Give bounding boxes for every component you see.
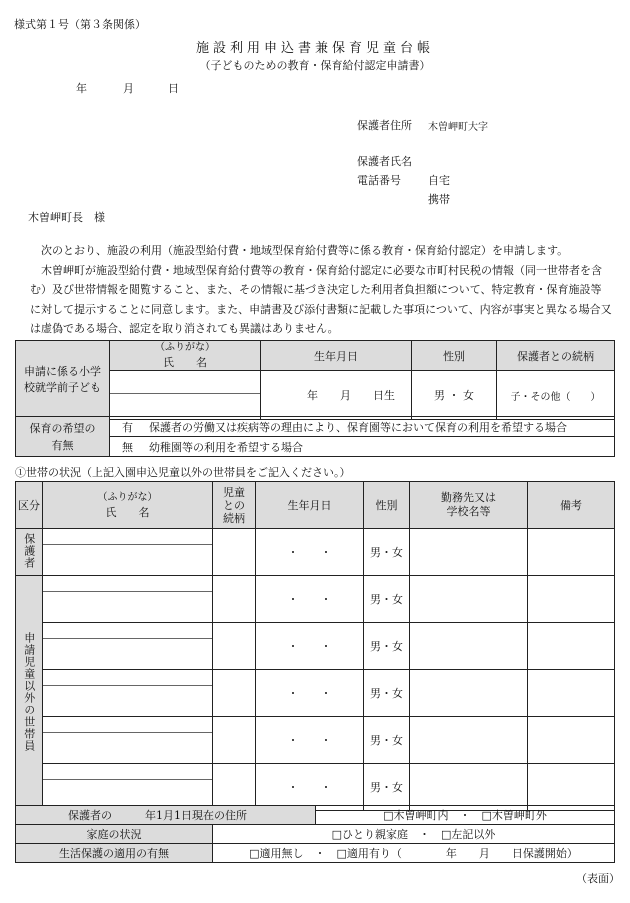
address-status-label: 保護者の 年1月1日現在の住所: [16, 806, 316, 825]
col-relation-text: 児童との続柄: [223, 485, 245, 525]
household-table: [15, 481, 615, 811]
care-wish-table: [15, 416, 615, 457]
care-wish-label-text: 保育の希望の有無: [29, 421, 96, 452]
household-birth-cell[interactable]: ・ ・: [256, 576, 364, 623]
care-wish-yes: 有: [122, 420, 133, 434]
group-guardian: [16, 529, 43, 576]
date-day: 日: [168, 82, 179, 95]
household-gender-cell[interactable]: 男・女: [364, 576, 410, 623]
col-note: 備考: [528, 482, 615, 529]
care-wish-no-text: 幼稚園等の利用を希望する場合: [149, 440, 303, 454]
col-gender: 性別: [364, 482, 410, 529]
household-gender-cell[interactable]: 男・女: [364, 764, 410, 811]
household-work-cell[interactable]: [410, 717, 528, 764]
child-relation-header: 保護者との続柄: [497, 341, 615, 371]
care-wish-label: [16, 417, 110, 457]
household-name-cell[interactable]: [43, 576, 213, 623]
child-row-label-text: 申請に係る小学校就学前子ども: [24, 365, 101, 394]
consent-text: [30, 241, 612, 339]
guardian-name-label: 保護者氏名: [357, 155, 412, 168]
col-work-text: 勤務先又は学校名等: [441, 491, 496, 518]
household-name-cell[interactable]: [43, 764, 213, 811]
household-gender-cell[interactable]: 男・女: [364, 623, 410, 670]
child-birth-header: 生年月日: [261, 341, 412, 371]
care-wish-yes-text: 保護者の労働又は疾病等の理由により、保育園等において保育の利用を希望する場合: [149, 420, 567, 434]
household-relation-cell[interactable]: [213, 764, 256, 811]
household-relation-cell[interactable]: [213, 576, 256, 623]
col-birth: 生年月日: [256, 482, 364, 529]
col-name: [43, 482, 213, 529]
form-title: 施設利用申込書兼保育児童台帳: [195, 41, 434, 56]
care-wish-yes-row[interactable]: [110, 417, 615, 437]
child-name-header: [110, 341, 261, 371]
household-relation-cell[interactable]: [213, 717, 256, 764]
household-gender-cell[interactable]: 男・女: [364, 670, 410, 717]
col-furigana: （ふりがな）: [97, 491, 158, 503]
address-status-options[interactable]: □木曽岬町内 ・ □木曽岬町外: [316, 806, 615, 825]
household-note-cell[interactable]: [528, 717, 615, 764]
family-status-label: 家庭の状況: [16, 825, 213, 844]
household-heading: ①世帯の状況（上記入園申込児童以外の世帯員をご記入ください。）: [15, 466, 351, 479]
form-number: 様式第１号（第３条関係）: [14, 18, 146, 31]
household-relation-cell[interactable]: [213, 623, 256, 670]
addressee: 木曽岬町長 様: [28, 211, 105, 224]
welfare-status-label: 生活保護の適用の有無: [16, 844, 213, 863]
household-gender-cell[interactable]: 男・女: [364, 717, 410, 764]
col-kubun: 区分: [16, 482, 43, 529]
care-wish-no: 無: [122, 440, 133, 454]
child-relation-cell[interactable]: 子・その他（ ）: [497, 371, 615, 420]
household-relation-cell[interactable]: [213, 670, 256, 717]
phone-label: 電話番号: [357, 174, 401, 187]
household-note-cell[interactable]: [528, 529, 615, 576]
family-table: [15, 824, 615, 863]
child-gender-cell[interactable]: 男 ・ 女: [412, 371, 497, 420]
col-relation: [213, 482, 256, 529]
household-birth-cell[interactable]: ・ ・: [256, 717, 364, 764]
household-work-cell[interactable]: [410, 623, 528, 670]
family-status-options[interactable]: □ひとり親家庭 ・ □左記以外: [213, 825, 615, 844]
col-work: [410, 482, 528, 529]
household-work-cell[interactable]: [410, 576, 528, 623]
group-guardian-text: 保護者: [22, 532, 36, 569]
child-table: [15, 340, 615, 420]
phone-mobile-label: 携帯: [428, 193, 450, 206]
household-name-cell[interactable]: [43, 670, 213, 717]
group-others: [16, 576, 43, 811]
guardian-address-value[interactable]: 木曽岬町大字: [428, 122, 488, 133]
household-note-cell[interactable]: [528, 576, 615, 623]
household-work-cell[interactable]: [410, 764, 528, 811]
household-birth-cell[interactable]: ・ ・: [256, 623, 364, 670]
welfare-status-options[interactable]: □適用無し ・ □適用有り（ 年 月 日保護開始）: [213, 844, 615, 863]
household-note-cell[interactable]: [528, 764, 615, 811]
child-name-cell[interactable]: [110, 371, 261, 420]
paragraph-consent: 木曽岬町が施設型給付費・地域型保育給付費等の教育・保育給付認定に必要な市町村民税の情報（同一世帯者を含む）及び世帯情報を閲覧すること、また、その情報に基づき決定した利用者負担額について、特定教育・保育施設等に対して提示することに同意します。また、申請書及び添付書類に記載した事項について、内容が事実と異なる場合又は虚偽である場合、認定を取り消されても異議はありません。: [30, 263, 612, 335]
household-note-cell[interactable]: [528, 670, 615, 717]
child-name-label: 氏 名: [163, 356, 207, 369]
household-work-cell[interactable]: [410, 529, 528, 576]
household-work-cell[interactable]: [410, 670, 528, 717]
date-month: 月: [123, 82, 134, 95]
col-name-text: 氏 名: [105, 505, 150, 519]
child-row-label: [16, 341, 110, 420]
form-subtitle: （子どものための教育・保育給付認定申請書）: [199, 59, 431, 72]
paragraph-apply: 次のとおり、施設の利用（施設型給付費・地域型保育給付費等に係る教育・保育給付認定）を申請します。: [41, 244, 569, 257]
household-birth-cell[interactable]: ・ ・: [256, 764, 364, 811]
household-name-cell[interactable]: [43, 529, 213, 576]
child-birth-cell[interactable]: 年 月 日生: [261, 371, 412, 420]
guardian-address-label: 保護者住所: [357, 119, 412, 132]
phone-home-label: 自宅: [428, 174, 450, 187]
status-table: [15, 805, 615, 825]
child-furigana-label: （ふりがな）: [155, 342, 215, 353]
date-year: 年: [76, 82, 87, 95]
page-side-label: （表面）: [576, 872, 620, 885]
care-wish-no-row[interactable]: [110, 437, 615, 457]
household-name-cell[interactable]: [43, 623, 213, 670]
household-birth-cell[interactable]: ・ ・: [256, 529, 364, 576]
household-birth-cell[interactable]: ・ ・: [256, 670, 364, 717]
household-gender-cell[interactable]: 男・女: [364, 529, 410, 576]
group-others-text: 申請児童以外の世帯員: [22, 631, 36, 752]
child-gender-header: 性別: [412, 341, 497, 371]
household-relation-cell[interactable]: [213, 529, 256, 576]
household-note-cell[interactable]: [528, 623, 615, 670]
household-name-cell[interactable]: [43, 717, 213, 764]
